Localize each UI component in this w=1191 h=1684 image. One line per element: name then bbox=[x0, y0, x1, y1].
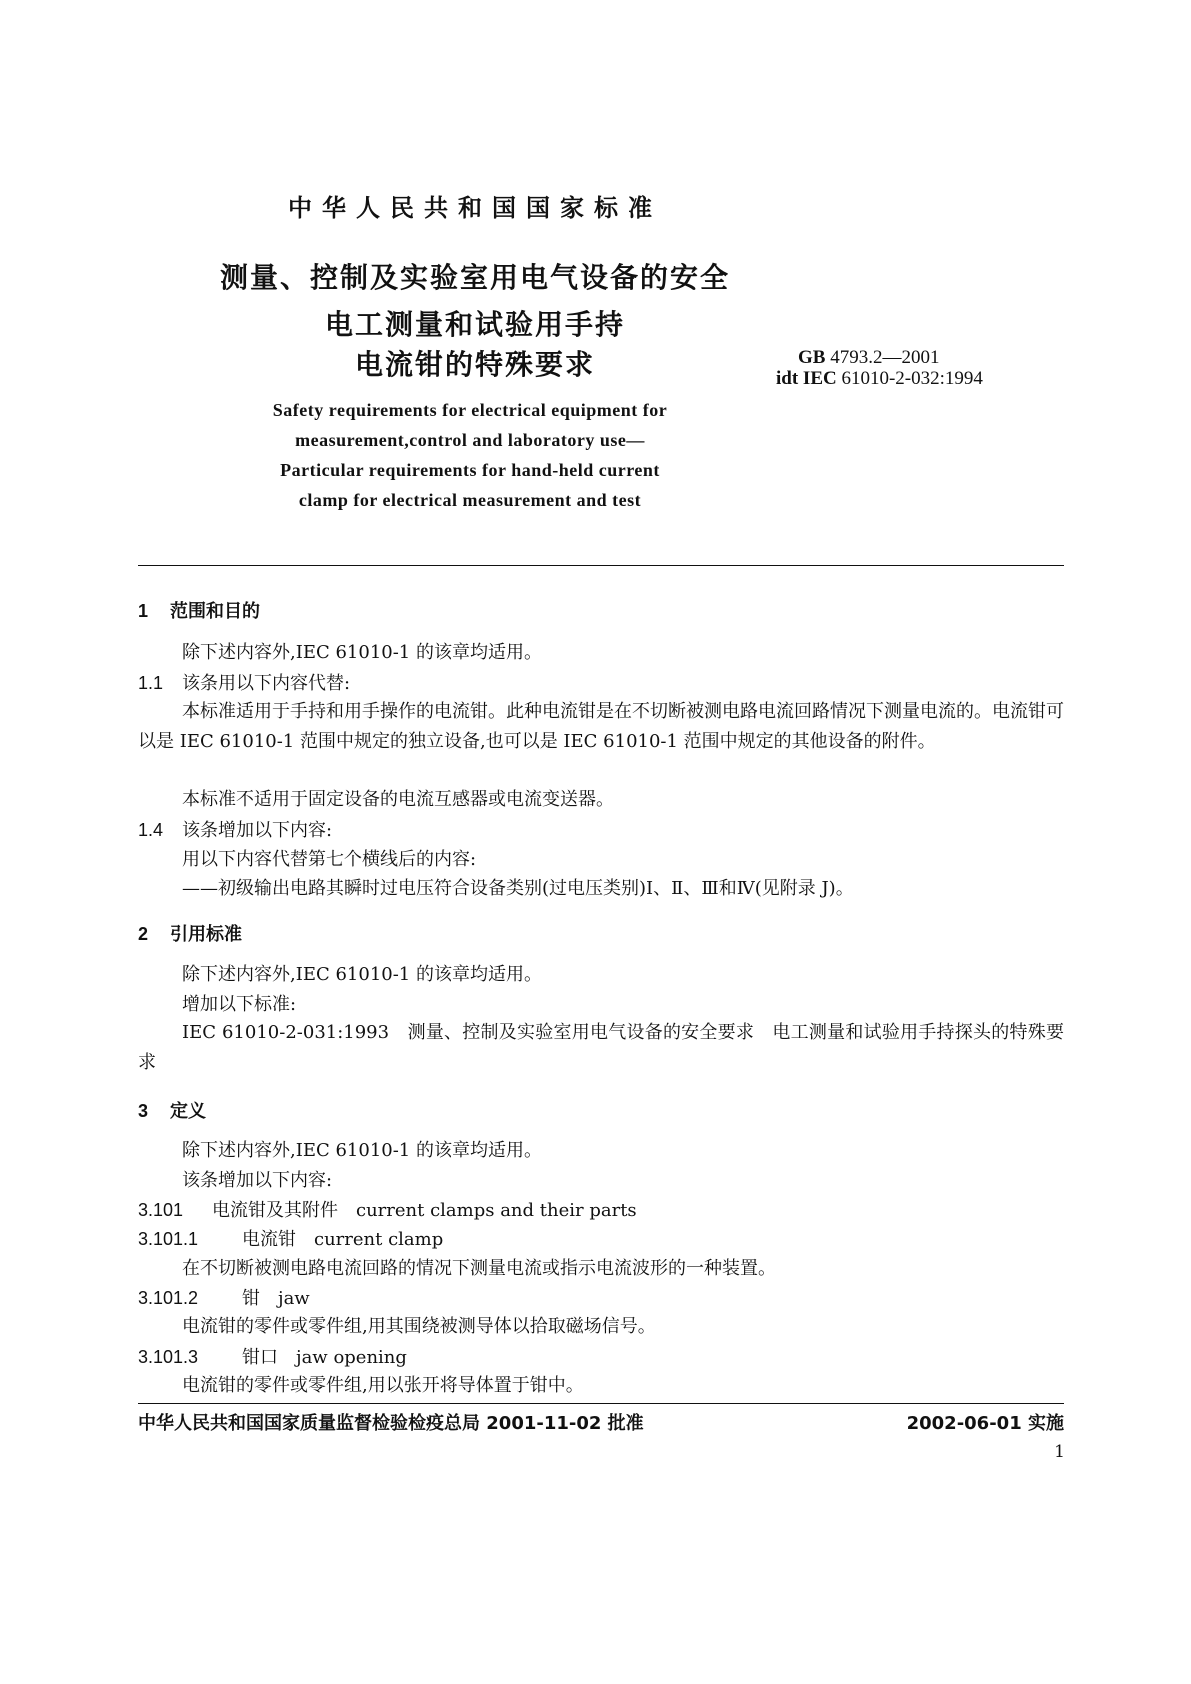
paragraph: 除下述内容外,IEC 61010-1 的该章均适用。 bbox=[182, 964, 542, 985]
page-number: 1 bbox=[1054, 1442, 1065, 1462]
clause-text: 钳 jaw bbox=[242, 1288, 310, 1309]
clause-text: 该条用以下内容代替: bbox=[182, 673, 351, 694]
clause-number: 3.101.1 bbox=[138, 1229, 199, 1249]
paragraph: 除下述内容外,IEC 61010-1 的该章均适用。 bbox=[182, 642, 542, 663]
clause-3-101-3 bbox=[138, 1346, 407, 1369]
paragraph: 该条增加以下内容: bbox=[182, 1170, 333, 1191]
clause-number: 3.101 bbox=[138, 1200, 184, 1220]
paragraph: 电流钳的零件或零件组,用以张开将导体置于钳中。 bbox=[182, 1375, 584, 1396]
paragraph: 用以下内容代替第七个横线后的内容: bbox=[182, 849, 477, 870]
clause-text: 电流钳 current clamp bbox=[242, 1229, 444, 1250]
clause-1-1 bbox=[138, 672, 350, 695]
section-title: 引用标准 bbox=[170, 924, 242, 945]
section-title: 范围和目的 bbox=[170, 601, 260, 622]
section-number: 1 bbox=[138, 601, 149, 621]
title-line-2: 电工测量和试验用手持 bbox=[324, 308, 625, 341]
approval-text: 中华人民共和国国家质量监督检验检疫总局 2001-11-02 批准 bbox=[138, 1413, 644, 1434]
paragraph: IEC 61010-2-031:1993 测量、控制及实验室用电气设备的安全要求 电工测量和试验用手持探头的特殊要求 bbox=[138, 1022, 1064, 1073]
idt-prefix: idt IEC bbox=[776, 368, 837, 389]
bottom-divider bbox=[138, 1403, 1064, 1404]
paragraph: 本标准不适用于固定设备的电流互感器或电流变送器。 bbox=[182, 789, 614, 810]
paragraph: 电流钳的零件或零件组,用其围绕被测导体以拾取磁场信号。 bbox=[182, 1316, 656, 1337]
title-line-3: 电流钳的特殊要求 bbox=[354, 348, 595, 381]
implementation-date: 2002-06-01 实施 bbox=[906, 1413, 1064, 1434]
section-3-heading bbox=[138, 1097, 206, 1123]
clause-number: 3.101.2 bbox=[138, 1288, 199, 1308]
paragraph: 增加以下标准: bbox=[182, 994, 297, 1015]
paragraph: 本标准适用于手持和用手操作的电流钳。此种电流钳是在不切断被测电路电流回路情况下测量电流的。电流钳可以是 IEC 61010-1 范围中规定的独立设备,也可以是 IEC 61010-1 范围中规定的其他设备的附件。 bbox=[138, 701, 1064, 752]
section-1-heading bbox=[138, 597, 260, 623]
english-title-line-4: clamp for electrical measurement and test bbox=[298, 490, 642, 510]
top-divider bbox=[138, 565, 1064, 566]
section-title: 定义 bbox=[170, 1101, 206, 1122]
clause-number: 1.4 bbox=[138, 820, 164, 840]
section-2-heading bbox=[138, 920, 242, 946]
idt-code bbox=[776, 368, 983, 390]
section-number: 2 bbox=[138, 924, 149, 944]
gb-number: 4793.2—2001 bbox=[830, 347, 940, 368]
clause-text: 钳口 jaw opening bbox=[242, 1347, 407, 1368]
gb-code bbox=[798, 347, 939, 369]
idt-number: 61010-2-032:1994 bbox=[841, 368, 983, 389]
english-title-line-3: Particular requirements for hand-held current bbox=[280, 460, 660, 480]
paragraph: ——初级输出电路其瞬时过电压符合设备类别(过电压类别)Ⅰ、Ⅱ、Ⅲ和Ⅳ(见附录 J)。 bbox=[182, 878, 854, 899]
paragraph: 除下述内容外,IEC 61010-1 的该章均适用。 bbox=[182, 1140, 542, 1161]
clause-text: 电流钳及其附件 current clamps and their parts bbox=[212, 1200, 637, 1221]
clause-1-4 bbox=[138, 819, 332, 842]
title-line-1: 测量、控制及实验室用电气设备的安全 bbox=[219, 261, 730, 294]
clause-number: 1.1 bbox=[138, 673, 164, 693]
section-number: 3 bbox=[138, 1101, 149, 1121]
gb-prefix: GB bbox=[798, 347, 826, 368]
clause-number: 3.101.3 bbox=[138, 1347, 199, 1367]
clause-text: 该条增加以下内容: bbox=[182, 820, 333, 841]
standard-header: 中华人民共和国国家标准 bbox=[288, 194, 662, 222]
paragraph: 在不切断被测电路电流回路的情况下测量电流或指示电流波形的一种装置。 bbox=[182, 1258, 776, 1279]
english-title-line-2: measurement,control and laboratory use— bbox=[295, 430, 645, 450]
clause-3-101 bbox=[138, 1199, 637, 1222]
english-title-line-1: Safety requirements for electrical equipment for bbox=[272, 400, 668, 420]
clause-3-101-2 bbox=[138, 1287, 310, 1310]
clause-3-101-1 bbox=[138, 1228, 443, 1251]
